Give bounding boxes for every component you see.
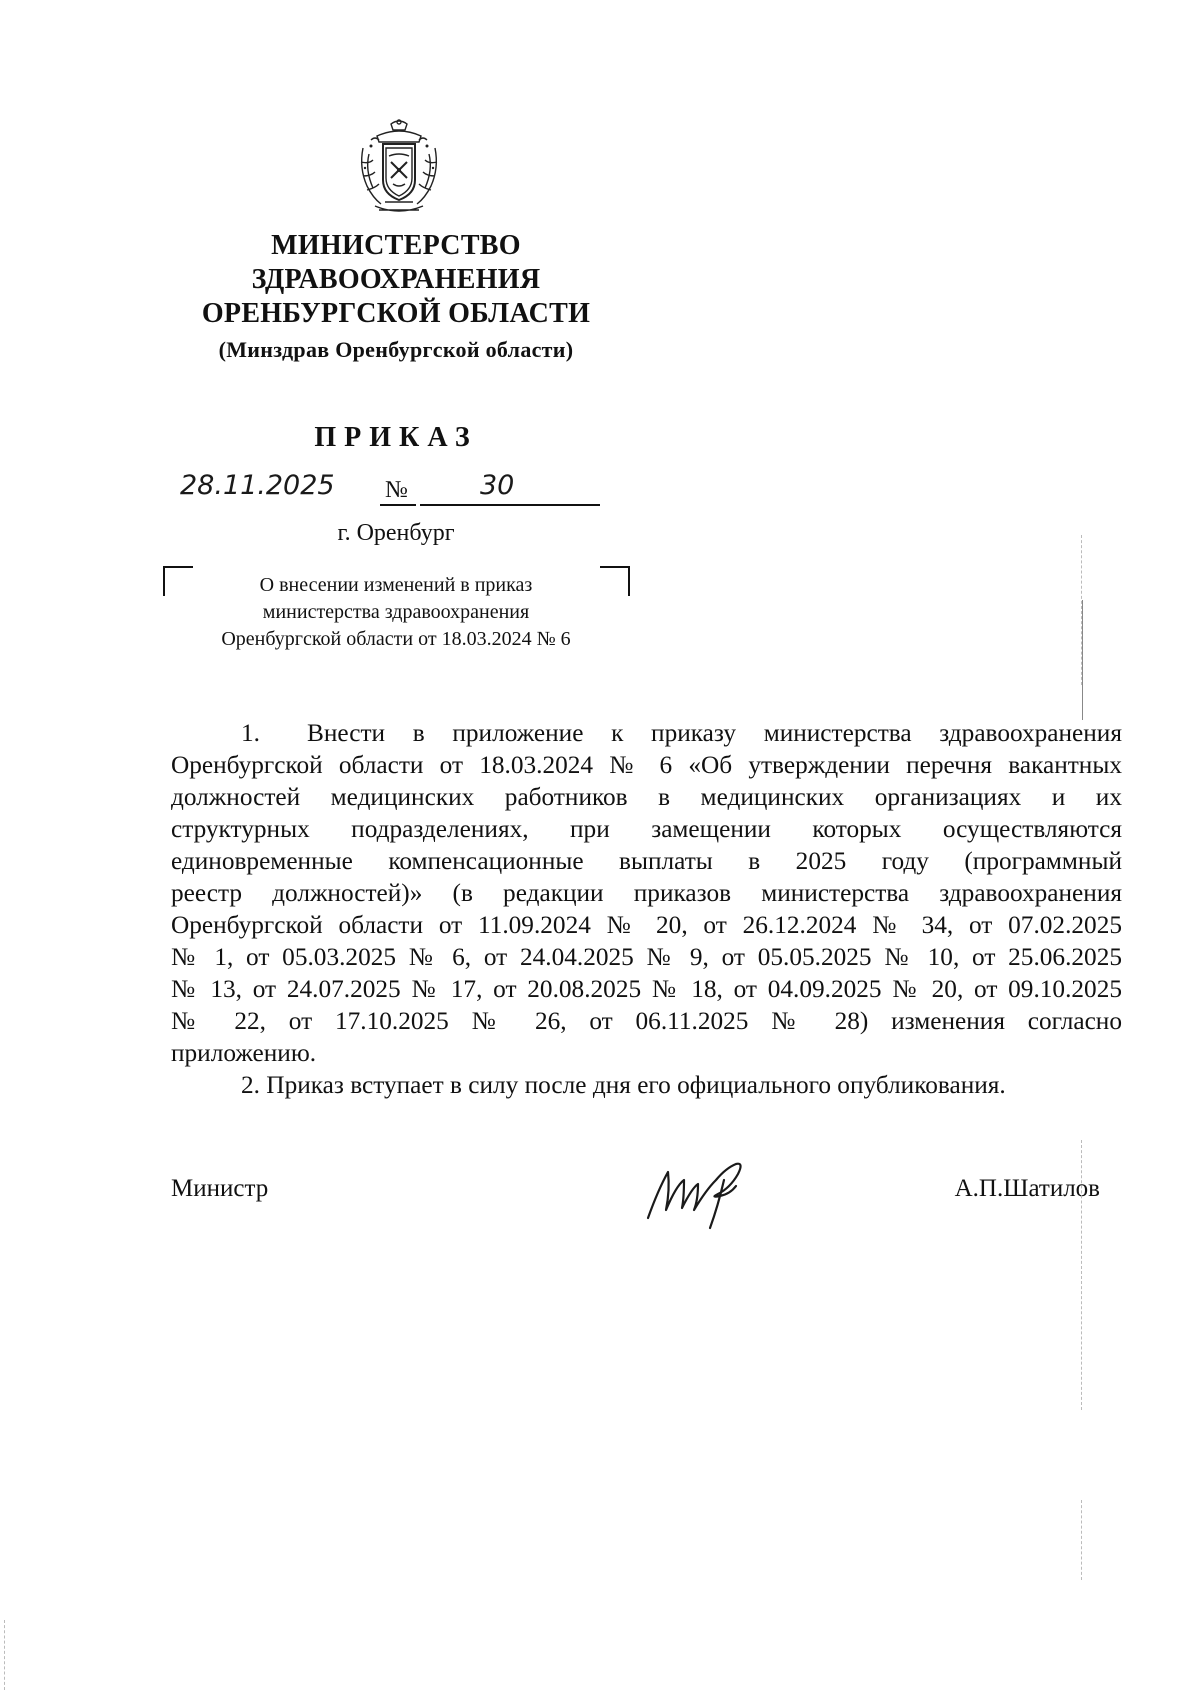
signatory-title: Министр	[171, 1175, 269, 1202]
order-date: 28.11.2025	[180, 470, 335, 501]
date-number-row	[180, 470, 600, 510]
signatory-name: А.П.Шатилов	[954, 1175, 1100, 1202]
body-line: единовременные компенсационные выплаты в 2025 году (программный	[171, 847, 1122, 875]
body-line: реестр должностей)» (в редакции приказов министерства здравоохранения	[171, 879, 1122, 907]
paragraph-1-number: 1.	[241, 719, 260, 747]
body-line: № 1, от 05.03.2025 № 6, от 24.04.2025 № 9, от 05.05.2025 № 10, от 25.06.2025	[171, 943, 1122, 971]
number-underline	[420, 504, 600, 506]
date-underline	[380, 504, 416, 506]
body-line: № 13, от 24.07.2025 № 17, от 20.08.2025 № 18, от 04.09.2025 № 20, от 09.10.2025	[171, 975, 1122, 1003]
order-subject	[170, 572, 622, 653]
document-type-title: ПРИКАЗ	[314, 422, 478, 453]
handwritten-signature	[640, 1150, 770, 1230]
body-line: Оренбургской области от 11.09.2024 № 20, от 26.12.2024 № 34, от 07.02.2025	[171, 911, 1122, 939]
body-line: должностей медицинских работников в медицинских организациях и их	[171, 783, 1122, 811]
body-line	[171, 717, 1122, 749]
ministry-name-line-2: ЗДРАВООХРАНЕНИЯ	[251, 264, 541, 295]
scan-artifact-line	[1081, 1500, 1082, 1580]
ministry-name-line-3: ОРЕНБУРГСКОЙ ОБЛАСТИ	[201, 298, 591, 329]
body-line: Оренбургской области от 18.03.2024 № 6 «Об утверждении перечня вакантных	[171, 751, 1122, 779]
body-line: приложению.	[171, 1039, 317, 1067]
number-label: №	[385, 477, 408, 503]
ministry-short-name: (Минздрав Оренбургской области)	[218, 337, 574, 362]
paragraph-2: 2. Приказ вступает в силу после дня его официального опубликования.	[241, 1071, 1006, 1099]
scan-artifact-line	[4, 1620, 5, 1690]
subject-line: министерства здравоохранения	[262, 601, 530, 623]
scan-artifact-line	[1081, 1140, 1082, 1410]
order-number: 30	[480, 470, 515, 501]
ministry-name-line-1: МИНИСТЕРСТВО	[271, 230, 521, 261]
body-line-text: Внести в приложение к приказу министерства здравоохранения	[307, 719, 1122, 747]
body-line: № 22, от 17.10.2025 № 26, от 06.11.2025 № 28) изменения согласно	[171, 1007, 1122, 1035]
body-line: структурных подразделениях, при замещении которых осуществляются	[171, 815, 1122, 843]
subject-line: Оренбургской области от 18.03.2024 № 6	[221, 628, 571, 650]
city-line: г. Оренбург	[337, 520, 455, 546]
subject-line: О внесении изменений в приказ	[259, 574, 533, 596]
scan-artifact-line	[1082, 600, 1083, 720]
coat-of-arms-emblem	[355, 118, 443, 218]
